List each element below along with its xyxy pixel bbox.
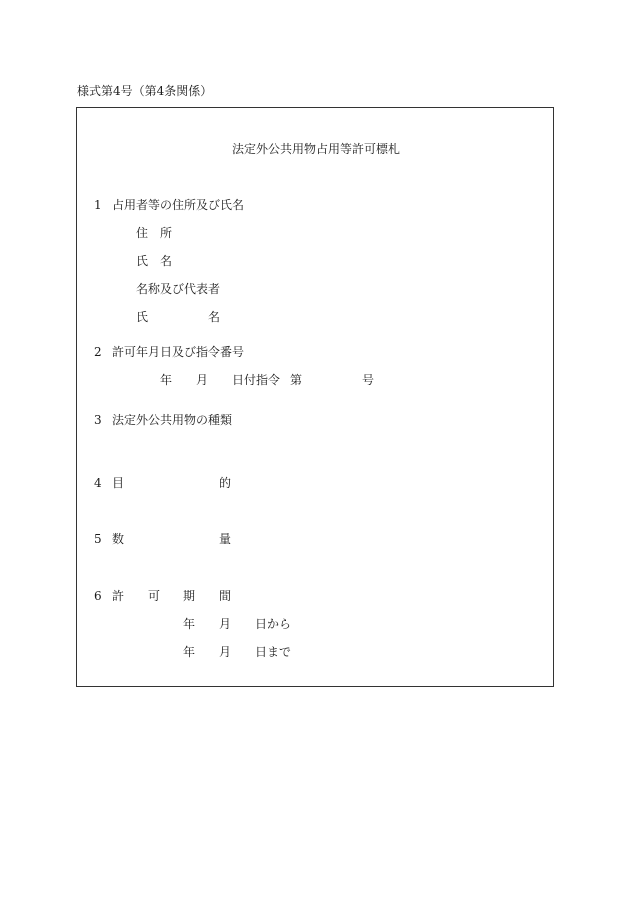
section-2-label: 許可年月日及び指令番号 [112,345,245,359]
section-1-label: 占用者等の住所及び氏名 [112,198,245,212]
section-3-label: 法定外公共用物の種類 [112,413,233,427]
name-label-a: 氏 [136,254,149,268]
from-month-label: 月 [219,617,232,631]
rep-name-label-a: 氏 [136,310,149,324]
period-label-3: 期 [183,589,196,603]
rep-name-label-b: 名 [208,310,221,324]
form-number: 様式第4号（第4条関係） [77,84,213,98]
directive-dai-label: 第 [290,373,303,387]
section-3-number: 3 [94,413,102,427]
section-6-number: 6 [94,589,102,603]
to-year-label: 年 [183,645,196,659]
from-day-label: 日から [255,617,292,631]
period-label-2: 可 [148,589,161,603]
section-2-number: 2 [94,345,102,359]
purpose-label-a: 目 [112,476,125,490]
from-year-label: 年 [183,617,196,631]
form-title: 法定外公共用物占用等許可標札 [232,142,401,156]
address-label-a: 住 [136,226,149,240]
section-5-number: 5 [94,532,102,546]
address-label-b: 所 [160,226,173,240]
quantity-label-b: 量 [219,532,232,546]
purpose-label-b: 的 [219,476,232,490]
permit-day-directive-label: 日付指令 [232,373,281,387]
period-label-4: 間 [219,589,232,603]
section-4-number: 4 [94,476,102,490]
period-label-1: 許 [112,589,125,603]
permit-month-label: 月 [196,373,209,387]
quantity-label-a: 数 [112,532,125,546]
to-month-label: 月 [219,645,232,659]
corp-rep-label: 名称及び代表者 [136,282,221,296]
directive-go-label: 号 [362,373,375,387]
to-day-label: 日まで [255,645,292,659]
permit-year-label: 年 [160,373,173,387]
section-1-number: 1 [94,198,102,212]
name-label-b: 名 [160,254,173,268]
